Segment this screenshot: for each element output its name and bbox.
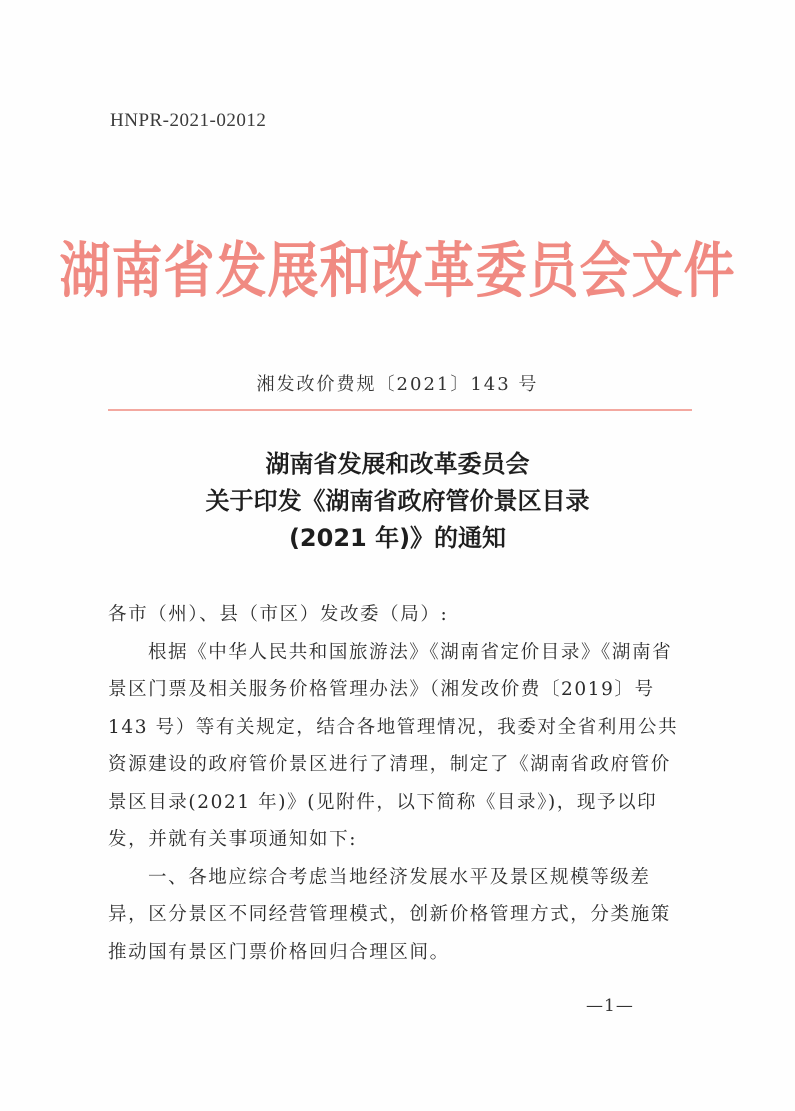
issuer-header: 湖南省发展和改革委员会文件 — [59, 237, 736, 307]
body-paragraph-1: 根据《中华人民共和国旅游法》《湖南省定价目录》《湖南省景区门票及相关服务价格管理办法》（湘发改价费〔2019〕号 143 号）等有关规定，结合各地管理情况，我委对全省利用公共资源建设的政府管价景区进行了清理，制定了《湖南省政府管价景区目录(2021 年)》(见附件，以下简称《目录》)，现予以印发，并就有关事项通知如下: — [108, 641, 679, 850]
document-body — [108, 596, 690, 971]
body-paragraph-2: 一、各地应综合考虑当地经济发展水平及景区规模等级差异，区分景区不同经营管理模式，创新价格管理方式，分类施策推动国有景区门票价格回归合理区间。 — [108, 866, 671, 963]
title-line-1: 湖南省发展和改革委员会 — [265, 450, 530, 478]
header-divider — [108, 409, 692, 411]
salutation: 各市（州）、县（市区）发改委（局）: — [108, 604, 449, 625]
document-code: HNPR-2021-02012 — [110, 110, 267, 131]
title-line-3: (2021 年)》的通知 — [288, 524, 507, 552]
page-number: —1— — [586, 996, 634, 1016]
document-number: 湘发改价费规〔2021〕143 号 — [256, 374, 539, 395]
document-title — [0, 446, 795, 557]
title-line-2: 关于印发《湖南省政府管价景区目录 — [205, 487, 590, 515]
